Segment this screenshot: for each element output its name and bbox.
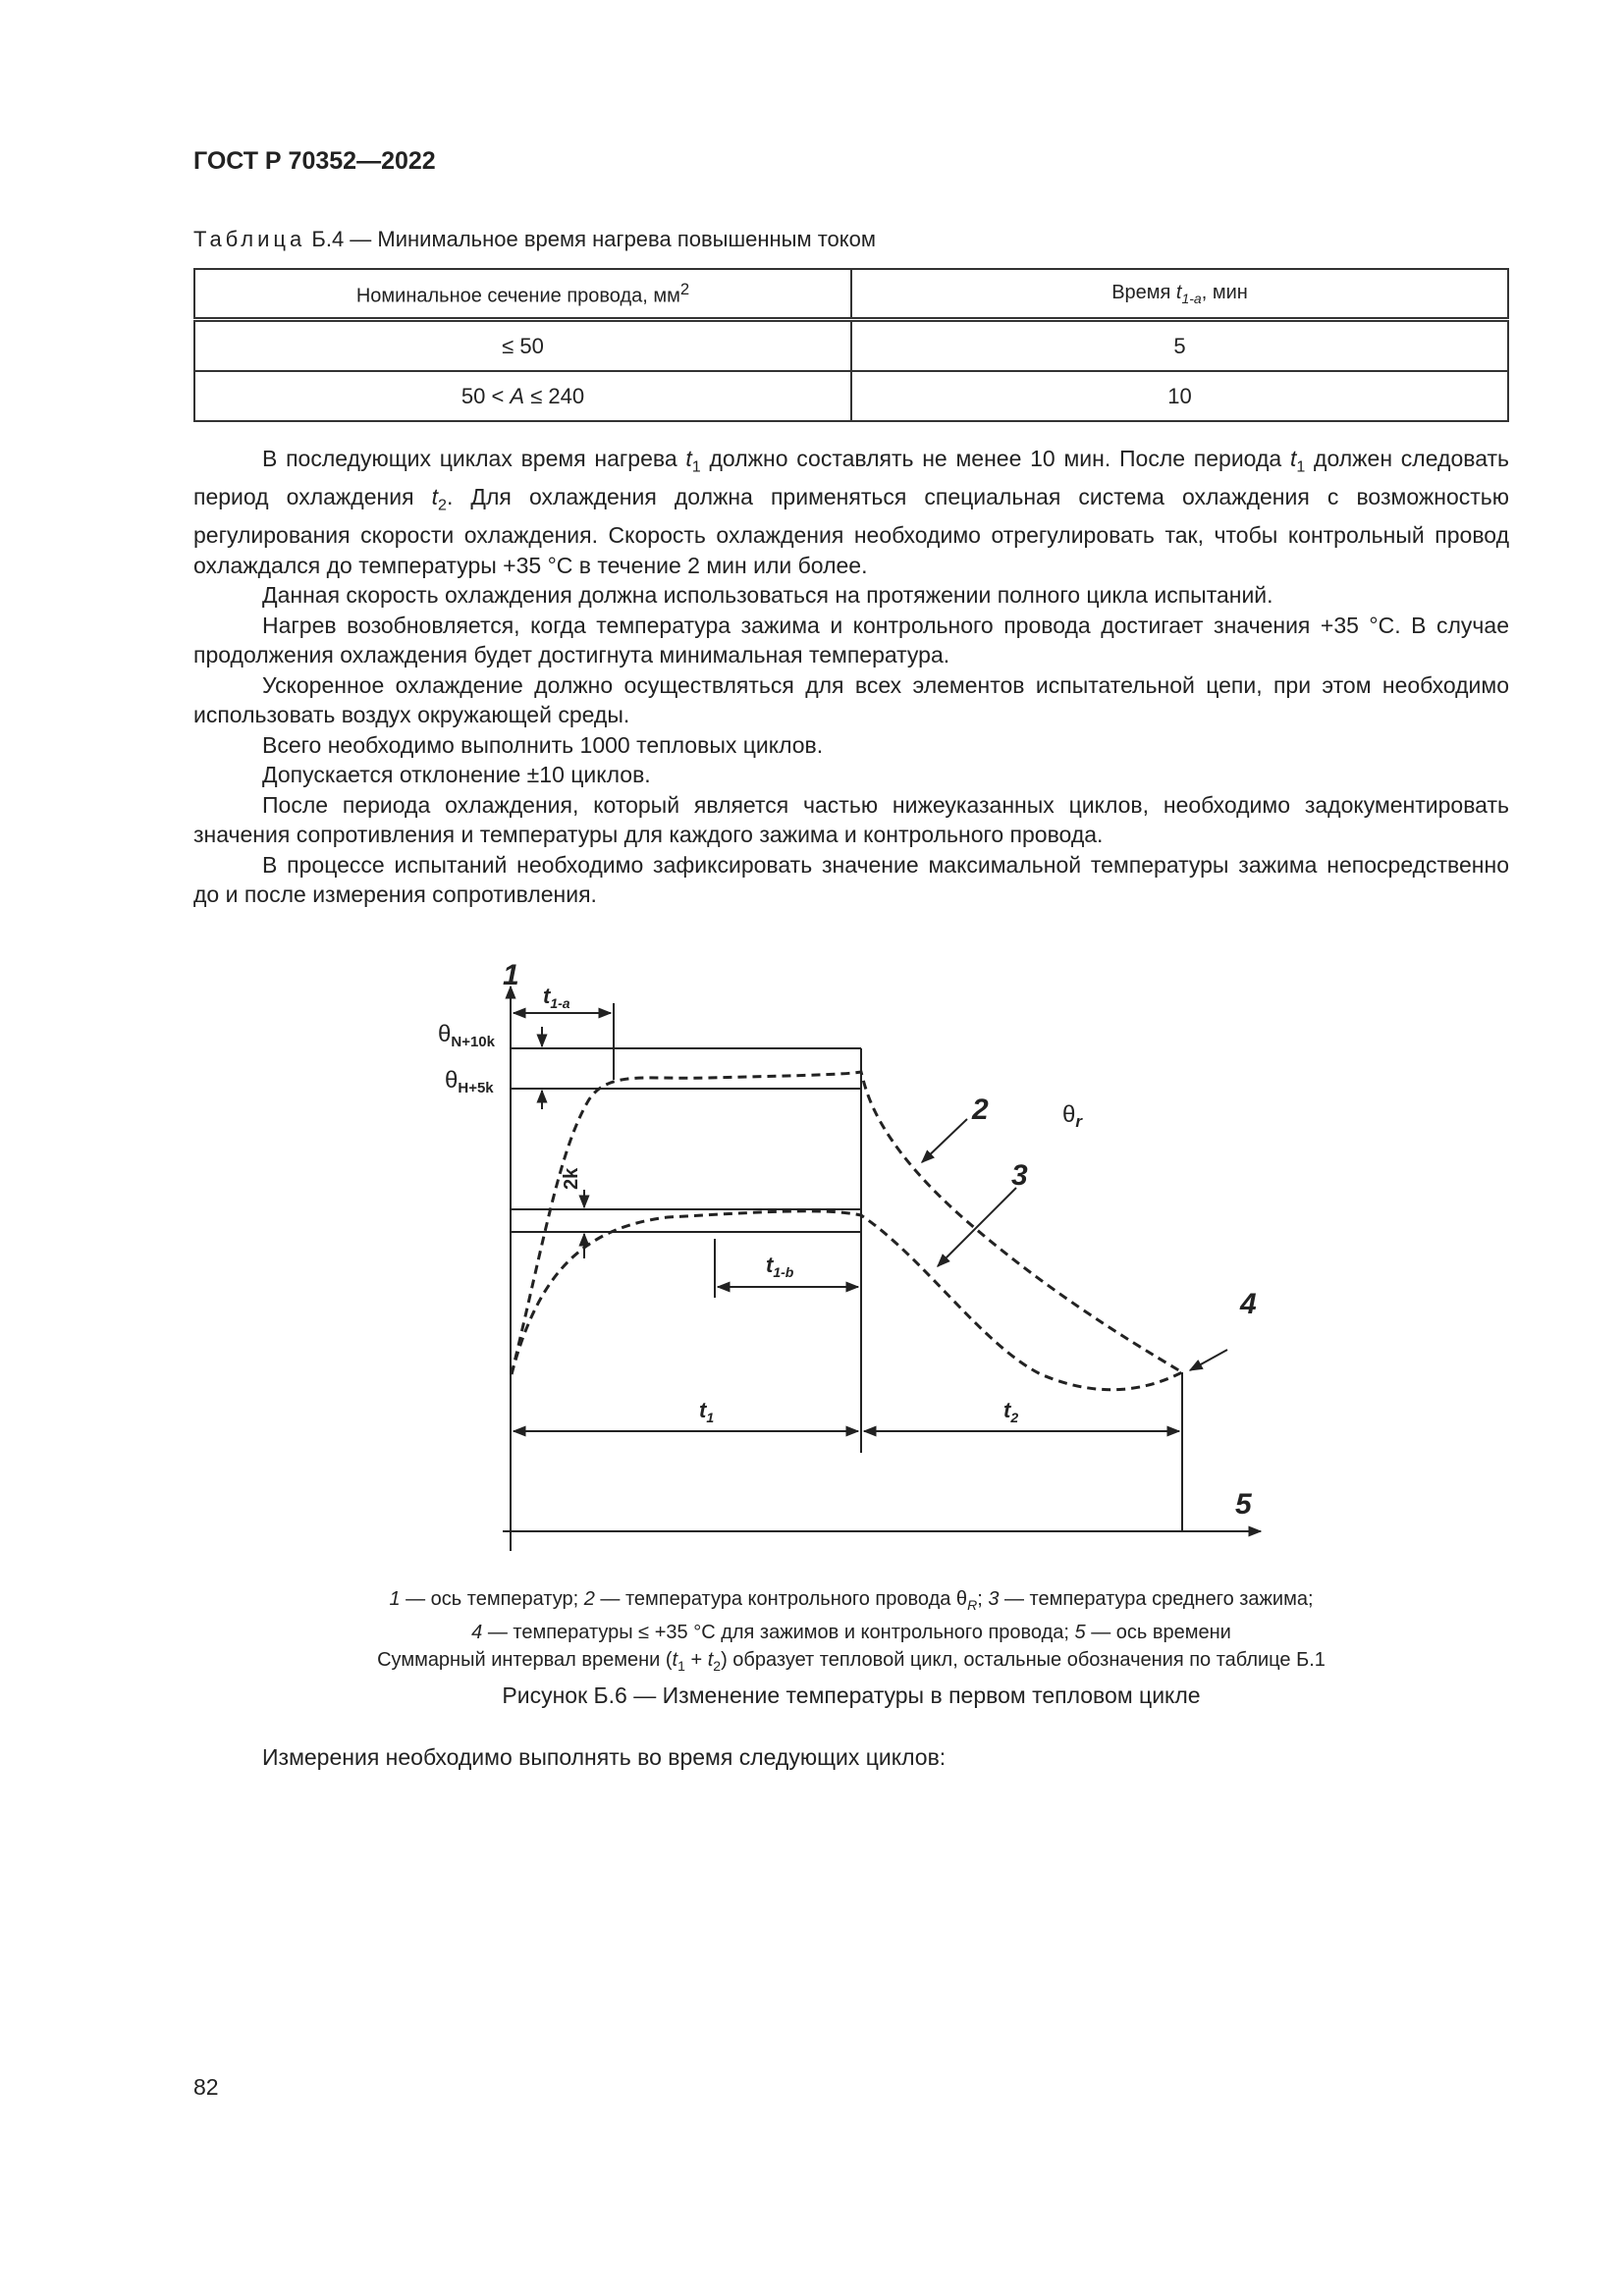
label-5: 5	[1235, 1488, 1252, 1521]
paragraph: Нагрев возобновляется, когда температура зажима и контрольного провода достигает значения +35 °С. В случае продолжения охлаждения будет достигнута минимальная температура.	[193, 612, 1509, 668]
cell-section: ≤ 50	[194, 320, 851, 372]
paragraph: После периода охлаждения, который является частью нижеуказанных циклов, необходимо задокументировать значения сопротивления и температуры для каждого зажима и контрольного провода.	[193, 791, 1509, 848]
label-3: 3	[1011, 1159, 1028, 1192]
paragraph: Всего необходимо выполнить 1000 тепловых циклов.	[262, 731, 824, 758]
temperature-cycle-diagram	[412, 942, 1296, 1571]
page-number: 82	[193, 2074, 219, 2100]
clamp-curve	[512, 1211, 1182, 1390]
label-4: 4	[1240, 1288, 1257, 1320]
figure-legend	[193, 1585, 1509, 1680]
legend-line: 1 — ось температур; 2 — температура контрольного провода $\theta_R$; 3 — температура среднего зажима;	[389, 1588, 1314, 1613]
theta-lower-label: $\theta_{H+5k}$	[445, 1067, 494, 1096]
theta-upper-label: $\theta_{N+10k}$	[438, 1021, 495, 1050]
label-2: 2	[972, 1094, 989, 1126]
paragraph: В процессе испытаний необходимо зафиксировать значение максимальной температуры зажима непосредственно до и после измерения сопротивления.	[193, 851, 1509, 908]
leader-2	[922, 1119, 967, 1162]
table-header-row	[194, 269, 1508, 320]
paragraph: Допускается отклонение ±10 циклов.	[262, 762, 651, 788]
legend-line: Суммарный интервал времени $(t_1 + t_2)$ образует тепловой цикл, остальные обозначения по таблице Б.1	[377, 1649, 1326, 1674]
body-text	[193, 444, 1509, 910]
table-row	[194, 371, 1508, 421]
table-row	[194, 320, 1508, 372]
col-section-header: Номинальное сечение провода, $мм^2$	[194, 269, 851, 320]
col-time-header: Время $t_{1-a}$, мин	[851, 269, 1508, 320]
cell-section: 50 < A ≤ 240	[194, 371, 851, 421]
document-header: ГОСТ Р 70352—2022	[193, 147, 436, 175]
paragraph: Данная скорость охлаждения должна использоваться на протяжении полного цикла испытаний.	[262, 582, 1273, 609]
figure-caption: Рисунок Б.6 — Изменение температуры в первом тепловом цикле	[502, 1682, 1201, 1708]
paragraph: Ускоренное охлаждение должно осуществляться для всех элементов испытательной цепи, при этом необходимо использовать воздух окружающей среды.	[193, 671, 1509, 728]
label-1: 1	[503, 959, 519, 991]
t1a-label: $t_{1-a}$	[543, 984, 570, 1011]
table-caption	[193, 227, 876, 252]
spec-table	[193, 268, 1509, 422]
two-k-label: 2k	[561, 1167, 582, 1190]
legend-line: 4 — температуры ≤ +35 °С для зажимов и контрольного провода; 5 — ось времени	[471, 1622, 1231, 1643]
t2-label: $t_2$	[1003, 1398, 1019, 1425]
table-label: Таблица	[193, 227, 306, 251]
t1b-label: $t_{1-b}$	[766, 1253, 794, 1280]
leader-4	[1190, 1350, 1227, 1370]
paragraph: В последующих циклах время нагрева $t_1$ должно составлять не менее 10 мин. После периода $t_1$ должен следовать период охлаждения $t_2$. Для охлаждения должна применяться специальная система охлаждения с возможностью регулирования скорости охлаждения. Скорость охлаждения необходимо отрегулировать так, чтобы контрольный провод охлаждался до температуры +35 °С в течение 2 мин или более.	[193, 446, 1510, 578]
cell-time: 5	[851, 320, 1508, 372]
leader-3	[938, 1188, 1016, 1266]
t1-label: $t_1$	[699, 1398, 715, 1425]
table-title: Б.4 — Минимальное время нагрева повышенным током	[311, 227, 877, 251]
cell-time: 10	[851, 371, 1508, 421]
theta-r-label: $\theta_r$	[1062, 1101, 1082, 1131]
closing-paragraph: Измерения необходимо выполнять во время следующих циклов:	[262, 1744, 947, 1770]
